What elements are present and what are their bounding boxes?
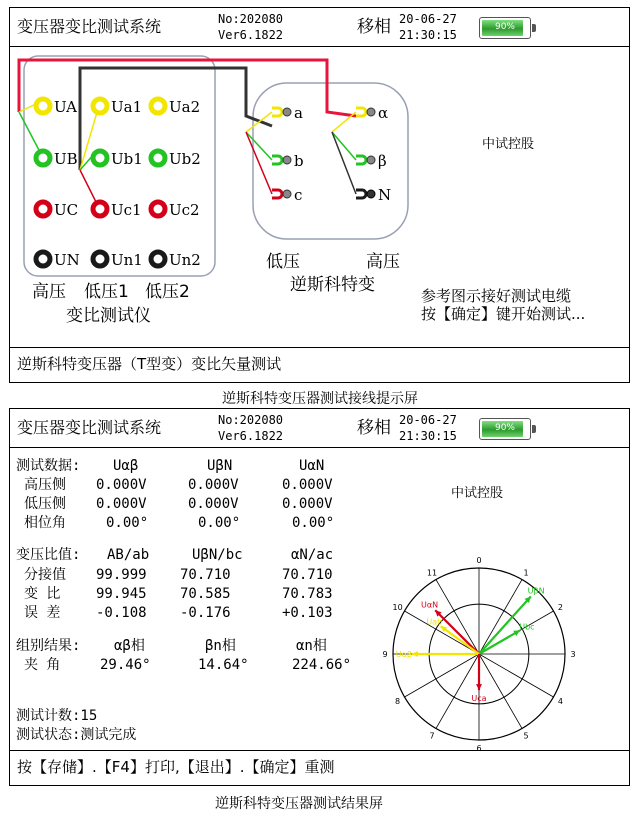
terminal-UA [36, 98, 77, 116]
group-header-label: 组别结果: [16, 638, 81, 654]
ratio-value-v2: 70.585 [180, 586, 231, 602]
group-angle-label: 夹 角 [24, 657, 61, 673]
svg-text:b: b [294, 152, 304, 170]
vector-arrowhead [412, 651, 418, 657]
terminal-UC [36, 201, 78, 219]
terminal-Ua2 [151, 98, 200, 116]
wiring-hint-screen [9, 7, 630, 383]
transformer-side-hv: 高压 [366, 252, 400, 272]
svg-text:UN: UN [54, 251, 80, 269]
ratio-error-label: 误 差 [24, 605, 61, 621]
test-count: 测试计数:15 [16, 708, 98, 724]
svg-text:Ub1: Ub1 [111, 150, 143, 168]
row-hv-v2: 0.000V [188, 477, 239, 493]
vector-label: UβN [527, 586, 545, 596]
tester-name: 变比测试仪 [66, 306, 151, 326]
date-display: 20-06-27 [399, 413, 457, 427]
clock-label: 3 [570, 650, 576, 659]
ratio-value-label: 变 比 [24, 586, 61, 602]
row-lv-v3: 0.000V [282, 496, 333, 512]
firmware-version: Ver6.1822 [218, 429, 284, 443]
battery-icon [479, 418, 531, 440]
battery-icon [479, 17, 531, 39]
transformer-name: 逆斯科特变 [290, 275, 375, 295]
vector-label: Uab [426, 617, 443, 627]
header-bar [10, 8, 629, 47]
group-angle-v1: 29.46° [100, 657, 151, 673]
phasor-diagram [379, 549, 579, 759]
terminal-Uc1 [93, 201, 142, 219]
svg-text:Un1: Un1 [111, 251, 143, 269]
date-display: 20-06-27 [399, 12, 457, 26]
svg-text:Uc1: Uc1 [111, 201, 142, 219]
footer-text: 按【存储】.【F4】打印,【退出】.【确定】重测 [17, 758, 335, 776]
data-header-label: 测试数据: [16, 458, 81, 474]
vector-Ubc [479, 630, 520, 654]
row-lv-v2: 0.000V [188, 496, 239, 512]
serial-number: No:202080 [218, 12, 284, 26]
header-bar [10, 409, 629, 448]
vector-label: Uca [471, 694, 487, 704]
ratio-value-v3: 70.783 [282, 586, 333, 602]
tester-group-lv2: 低压2 [145, 282, 190, 302]
svg-text:Un2: Un2 [169, 251, 201, 269]
group-angle-v3: 224.66° [292, 657, 352, 673]
svg-text:Ua2: Ua2 [169, 98, 201, 116]
ratio-tap-v2: 70.710 [180, 567, 231, 583]
row-lv-v1: 0.000V [96, 496, 147, 512]
svg-text:β: β [378, 152, 387, 170]
svg-text:c: c [294, 186, 303, 204]
clock-label: 0 [476, 556, 482, 565]
ratio-error-v2: -0.176 [180, 605, 231, 621]
clock-label: 9 [382, 650, 388, 659]
terminal-Ua1 [93, 98, 142, 116]
ratio-value-v1: 99.945 [96, 586, 147, 602]
row-phase-label: 相位角 [24, 515, 66, 531]
group-header-col1: αβ相 [114, 638, 145, 654]
svg-text:N: N [378, 186, 392, 204]
clock-label: 11 [426, 568, 438, 578]
footer-bar [10, 347, 629, 382]
clock-spoke [405, 654, 479, 697]
battery-percent: 90% [494, 423, 515, 433]
measurement-table [10, 447, 390, 747]
mode-label: 移相 [357, 418, 391, 438]
svg-text:Uc2: Uc2 [169, 201, 200, 219]
group-angle-v2: 14.64° [198, 657, 249, 673]
svg-text:a: a [294, 104, 303, 122]
vector-label: UαN [420, 600, 439, 610]
vector-label: Uαβ [395, 650, 413, 659]
caption-result-screen: 逆斯科特变压器测试结果屏 [215, 796, 383, 812]
terminal-Un2 [151, 251, 201, 269]
terminal-UN [36, 251, 80, 269]
result-screen [9, 408, 630, 786]
tester-group-lv1: 低压1 [84, 282, 129, 302]
svg-text:UB: UB [54, 150, 78, 168]
terminal-Uc2 [151, 201, 200, 219]
data-header-col3: UαN [299, 458, 325, 474]
ratio-error-v3: +0.103 [282, 605, 333, 621]
clock-spoke [436, 654, 479, 728]
ratio-header-col2: UβN/bc [192, 547, 243, 563]
vector-arrowhead [476, 684, 482, 690]
data-header-col2: UβN [207, 458, 233, 474]
hint-line-1: 参考图示接好测试电缆 [421, 287, 572, 305]
footer-bar [10, 750, 629, 785]
terminal-Ub1 [93, 150, 143, 168]
hint-line-2: 按【确定】键开始测试... [421, 305, 586, 323]
terminal-Ub2 [151, 150, 201, 168]
app-title: 变压器变比测试系统 [17, 418, 162, 437]
ratio-header-label: 变压比值: [16, 547, 81, 563]
transformer-side-lv: 低压 [266, 252, 300, 272]
clock-label: 5 [523, 731, 529, 741]
app-title: 变压器变比测试系统 [17, 17, 162, 36]
ratio-tap-label: 分接值 [24, 567, 66, 583]
tester-group-hv: 高压 [32, 282, 66, 302]
svg-text:Ua1: Ua1 [111, 98, 143, 116]
vector-label: Ubc [519, 622, 535, 632]
footer-text: 逆斯科特变压器（T型变）变比矢量测试 [17, 355, 282, 373]
clock-spoke [479, 654, 522, 728]
clock-spoke [479, 654, 553, 697]
data-header-col1: Uαβ [113, 458, 139, 474]
terminal-UB [36, 150, 78, 168]
brand-label: 中试控股 [482, 137, 535, 152]
group-header-col3: αn相 [296, 638, 327, 654]
clock-label: 4 [557, 697, 563, 706]
clock-label: 2 [557, 603, 563, 612]
test-status: 测试状态:测试完成 [16, 727, 137, 743]
time-display: 21:30:15 [399, 429, 457, 443]
clock-label: 6 [476, 744, 482, 753]
serial-number: No:202080 [218, 413, 284, 427]
row-lv-label: 低压侧 [24, 496, 66, 512]
group-header-col2: βn相 [205, 638, 236, 654]
clock-label: 8 [395, 697, 401, 706]
row-phase-v1: 0.00° [106, 515, 149, 531]
firmware-version: Ver6.1822 [218, 28, 284, 42]
ratio-header-col1: AB/ab [107, 547, 150, 563]
brand-label: 中试控股 [451, 486, 504, 501]
ratio-tap-v1: 99.999 [96, 567, 147, 583]
ratio-tap-v3: 70.710 [282, 567, 333, 583]
row-hv-v3: 0.000V [282, 477, 333, 493]
mode-label: 移相 [357, 17, 391, 37]
terminal-Un1 [93, 251, 143, 269]
svg-text:UC: UC [54, 201, 79, 219]
vector-Uab [441, 626, 479, 654]
svg-text:Ub2: Ub2 [169, 150, 201, 168]
clock-label: 7 [429, 731, 435, 741]
ratio-header-col3: αN/ac [291, 547, 334, 563]
caption-wiring-screen: 逆斯科特变压器测试接线提示屏 [222, 391, 418, 407]
clock-label: 1 [523, 568, 529, 578]
svg-text:UA: UA [54, 98, 78, 116]
clock-label: 10 [392, 603, 403, 612]
ratio-error-v1: -0.108 [96, 605, 147, 621]
row-hv-label: 高压侧 [24, 477, 66, 493]
row-phase-v2: 0.00° [198, 515, 241, 531]
row-phase-v3: 0.00° [292, 515, 335, 531]
svg-text:α: α [378, 104, 389, 122]
time-display: 21:30:15 [399, 28, 457, 42]
battery-percent: 90% [494, 22, 515, 32]
row-hv-v1: 0.000V [96, 477, 147, 493]
